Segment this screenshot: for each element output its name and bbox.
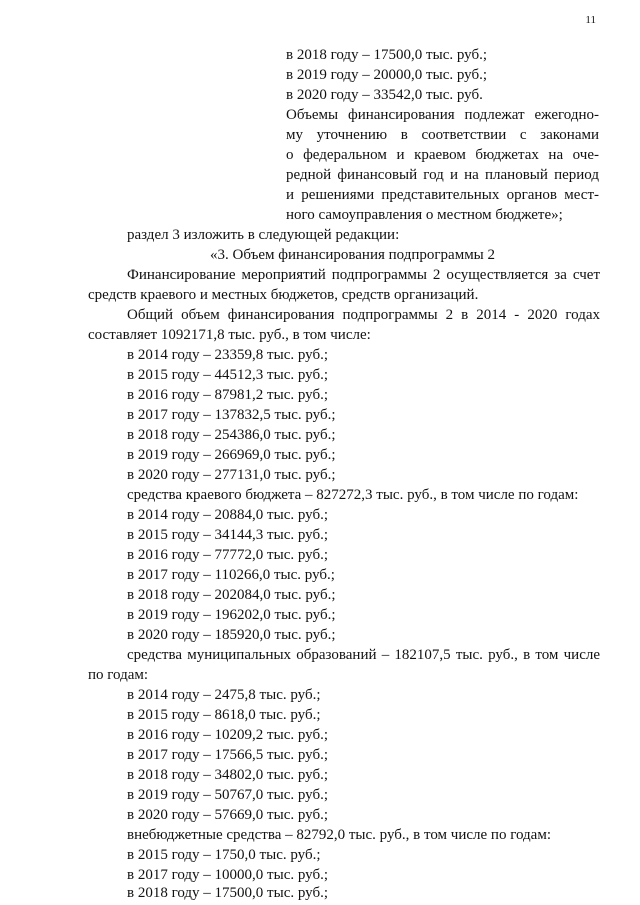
total-year-line: в 2018 году – 254386,0 тыс. руб.; xyxy=(127,427,336,443)
page-number: 11 xyxy=(585,14,596,26)
municipal-header: средства муниципальных образований – 182107,5 тыс. руб., в том числе xyxy=(127,647,600,663)
municipal-header: по годам: xyxy=(88,667,149,683)
note-line: Объемы финансирования подлежат ежегодно- xyxy=(286,107,599,123)
municipal-year-line: в 2014 году – 2475,8 тыс. руб.; xyxy=(127,687,321,703)
municipal-year-line: в 2018 году – 34802,0 тыс. руб.; xyxy=(127,767,329,783)
regional-year-line: в 2017 году – 110266,0 тыс. руб.; xyxy=(127,567,335,583)
total-year-line: в 2015 году – 44512,3 тыс. руб.; xyxy=(127,367,329,383)
total-line: Общий объем финансирования подпрограммы 2 в 2014 - 2020 годах xyxy=(127,307,600,323)
total-year-line: в 2016 году – 87981,2 тыс. руб.; xyxy=(127,387,329,403)
regional-year-line: в 2020 году – 185920,0 тыс. руб.; xyxy=(127,627,336,643)
section-heading: «3. Объем финансирования подпрограммы 2 xyxy=(210,247,496,263)
note-line: ного самоуправления о местном бюджете»; xyxy=(286,207,563,223)
total-year-line: в 2020 году – 277131,0 тыс. руб.; xyxy=(127,467,336,483)
total-year-line: в 2014 году – 23359,8 тыс. руб.; xyxy=(127,347,329,363)
instruction-line: раздел 3 изложить в следующей редакции: xyxy=(127,227,400,243)
regional-year-line: в 2014 году – 20884,0 тыс. руб.; xyxy=(127,507,329,523)
offbudget-year-line: в 2018 году – 17500,0 тыс. руб.; xyxy=(127,885,329,901)
municipal-year-line: в 2015 году – 8618,0 тыс. руб.; xyxy=(127,707,321,723)
municipal-year-line: в 2020 году – 57669,0 тыс. руб.; xyxy=(127,807,329,823)
municipal-year-line: в 2017 году – 17566,5 тыс. руб.; xyxy=(127,747,329,763)
regional-header: средства краевого бюджета – 827272,3 тыс. руб., в том числе по годам: xyxy=(127,487,579,503)
note-line: о федеральном и краевом бюджетах на оче- xyxy=(286,147,599,163)
note-line: и решениями представительных органов мест- xyxy=(286,187,599,203)
total-line: составляет 1092171,8 тыс. руб., в том числе: xyxy=(88,327,371,343)
total-year-line: в 2019 году – 266969,0 тыс. руб.; xyxy=(127,447,336,463)
top-year-line: в 2019 году – 20000,0 тыс. руб.; xyxy=(286,67,488,83)
regional-year-line: в 2015 году – 34144,3 тыс. руб.; xyxy=(127,527,329,543)
regional-year-line: в 2019 году – 196202,0 тыс. руб.; xyxy=(127,607,336,623)
offbudget-header: внебюджетные средства – 82792,0 тыс. руб., в том числе по годам: xyxy=(127,827,551,843)
intro-line: Финансирование мероприятий подпрограммы 2 осуществляется за счет xyxy=(127,267,600,283)
top-year-line: в 2018 году – 17500,0 тыс. руб.; xyxy=(286,47,488,63)
municipal-year-line: в 2019 году – 50767,0 тыс. руб.; xyxy=(127,787,329,803)
municipal-year-line: в 2016 году – 10209,2 тыс. руб.; xyxy=(127,727,329,743)
total-year-line: в 2017 году – 137832,5 тыс. руб.; xyxy=(127,407,336,423)
note-line: редной финансовый год и на плановый период xyxy=(286,167,599,183)
offbudget-year-line: в 2015 году – 1750,0 тыс. руб.; xyxy=(127,847,321,863)
intro-line: средств краевого и местных бюджетов, средств организаций. xyxy=(88,287,479,303)
note-line: му уточнению в соответствии с законами xyxy=(286,127,599,143)
regional-year-line: в 2018 году – 202084,0 тыс. руб.; xyxy=(127,587,336,603)
top-year-line: в 2020 году – 33542,0 тыс. руб. xyxy=(286,87,483,103)
regional-year-line: в 2016 году – 77772,0 тыс. руб.; xyxy=(127,547,329,563)
offbudget-year-line: в 2017 году – 10000,0 тыс. руб.; xyxy=(127,867,329,883)
